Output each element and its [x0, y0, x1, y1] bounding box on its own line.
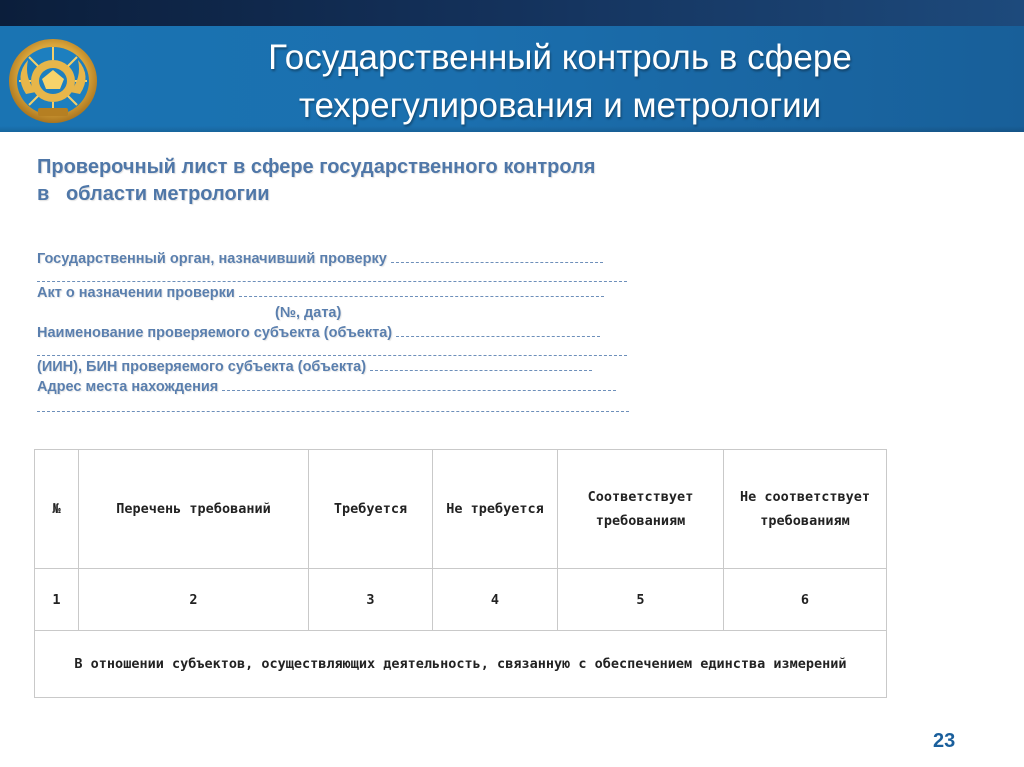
page-number: 23 [933, 730, 956, 752]
table-header-row [35, 450, 887, 569]
state-emblem-icon [6, 36, 100, 126]
slide-title [150, 34, 970, 130]
slide-title-line2: техрегулирования и метрологии [298, 86, 822, 125]
table-cell: 5 [558, 569, 724, 631]
document-heading-line1: Проверочный лист в сфере государственного контроля [37, 156, 596, 178]
table-cell: 1 [35, 569, 79, 631]
col-header-non-compliant: Не соответствует требованиям [724, 450, 887, 569]
table-cell: 3 [309, 569, 433, 631]
field-act-label: Акт о назначении проверки [37, 285, 235, 301]
slide-title-line1: Государственный контроль в сфере [268, 38, 852, 77]
col-header-not-required: Не требуется [433, 450, 558, 569]
document-heading-line2: в области метрологии [37, 183, 270, 205]
col-header-requirements: Перечень требований [79, 450, 309, 569]
table-cell: 2 [79, 569, 309, 631]
field-iin-bin-label: (ИИН), БИН проверяемого субъекта (объекта) [37, 359, 367, 375]
top-strip [0, 0, 1024, 26]
blank-line [37, 269, 697, 289]
field-address [37, 377, 697, 397]
table-row [35, 569, 887, 631]
form-fields [37, 249, 697, 419]
blank-line [222, 378, 616, 391]
blank-line [396, 324, 600, 337]
col-header-number: № [35, 450, 79, 569]
field-authority [37, 249, 697, 269]
col-header-compliant: Соответствует требованиям [558, 450, 724, 569]
table-cell: 4 [433, 569, 558, 631]
blank-line [391, 250, 603, 263]
blank-line [37, 399, 697, 419]
field-act-hint: (№, дата) [275, 305, 342, 321]
checklist-table [34, 449, 887, 698]
blank-line [37, 343, 697, 363]
col-header-required: Требуется [309, 450, 433, 569]
field-address-label: Адрес места нахождения [37, 379, 219, 395]
table-section-caption: В отношении субъектов, осуществляющих деятельность, связанную с обеспечением единства измерений [35, 631, 887, 698]
field-subject-name-label: Наименование проверяемого субъекта (объекта) [37, 325, 393, 341]
document-heading [37, 154, 595, 208]
field-authority-label: Государственный орган, назначивший проверку [37, 251, 387, 267]
table-cell: 6 [724, 569, 887, 631]
table-row [35, 631, 887, 698]
field-subject-name [37, 323, 697, 343]
